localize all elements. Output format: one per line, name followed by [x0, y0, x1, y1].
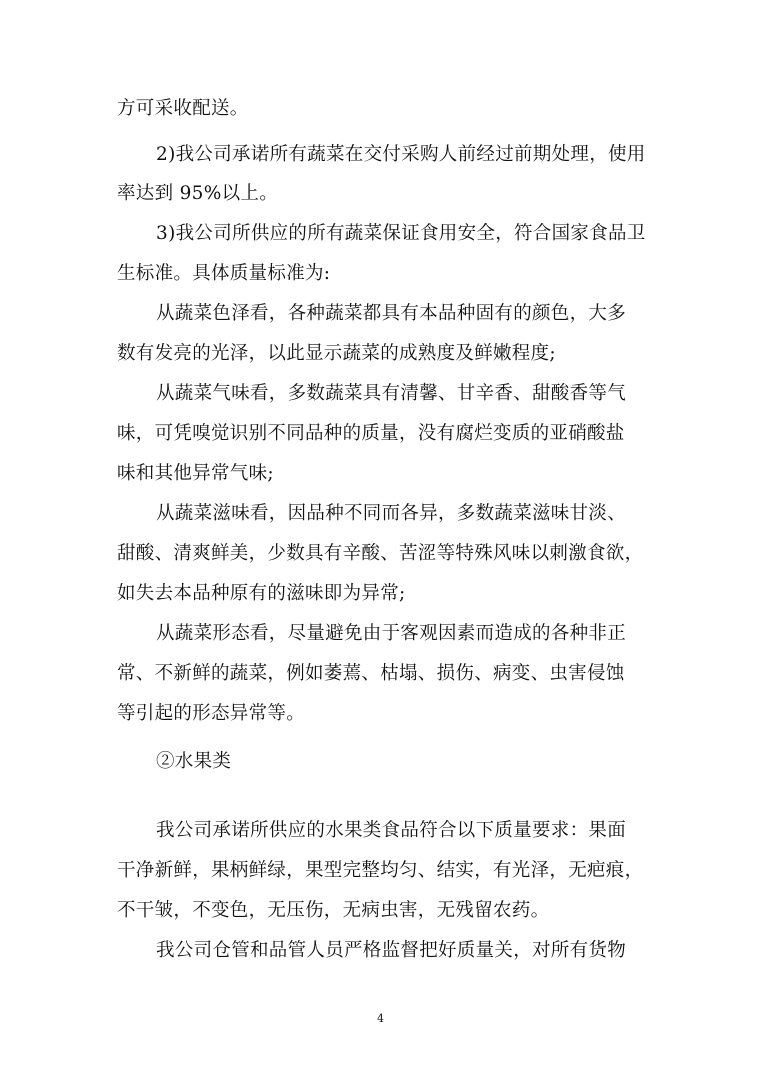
- text-line-21: 我公司仓管和品管人员严格监督把好质量关，对所有货物: [156, 940, 627, 961]
- text-line-20: 不干皱，不变色，无压伤，无病虫害，无残留农药。: [117, 900, 550, 921]
- text-line-16: 等引起的形态异常等。: [117, 703, 306, 724]
- text-line-18: 我公司承诺所供应的水果类食品符合以下质量要求：果面: [156, 820, 627, 841]
- text-line-5: 生标准。具体质量标准为:: [117, 263, 331, 284]
- section-heading-fruit: ②水果类: [156, 751, 232, 772]
- text-line-6: 从蔬菜色泽看，各种蔬菜都具有本品种固有的颜色，大多: [156, 303, 627, 324]
- text-line-9: 味，可凭嗅觉识别不同品种的质量，没有腐烂变质的亚硝酸盐: [117, 423, 625, 444]
- text-line-3: 率达到 95%以上。: [117, 183, 279, 204]
- text-line-10: 味和其他异常气味;: [117, 463, 274, 484]
- page-number: 4: [377, 1012, 384, 1025]
- text-line-13: 如失去本品种原有的滋味即为异常;: [117, 583, 406, 604]
- text-line-12: 甜酸、清爽鲜美，少数具有辛酸、苦涩等特殊风味以刺激食欲，: [117, 543, 644, 564]
- text-line-14: 从蔬菜形态看，尽量避免由于客观因素而造成的各种非正: [156, 623, 627, 644]
- text-line-2: 2)我公司承诺所有蔬菜在交付采购人前经过前期处理，使用: [156, 144, 646, 165]
- text-line-11: 从蔬菜滋味看，因品种不同而各异，多数蔬菜滋味甘淡、: [156, 503, 627, 524]
- text-line-1: 方可采收配送。: [117, 98, 249, 119]
- text-line-8: 从蔬菜气味看，多数蔬菜具有清馨、甘辛香、甜酸香等气: [156, 383, 627, 404]
- text-line-4: 3)我公司所供应的所有蔬菜保证食用安全，符合国家食品卫: [156, 223, 646, 244]
- text-line-7: 数有发亮的光泽，以此显示蔬菜的成熟度及鲜嫩程度;: [117, 343, 556, 364]
- text-line-15: 常、不新鲜的蔬菜，例如萎蔫、枯塌、损伤、病变、虫害侵蚀: [117, 663, 625, 684]
- text-line-19: 干净新鲜，果柄鲜绿，果型完整均匀、结实，有光泽，无疤痕，: [117, 860, 644, 881]
